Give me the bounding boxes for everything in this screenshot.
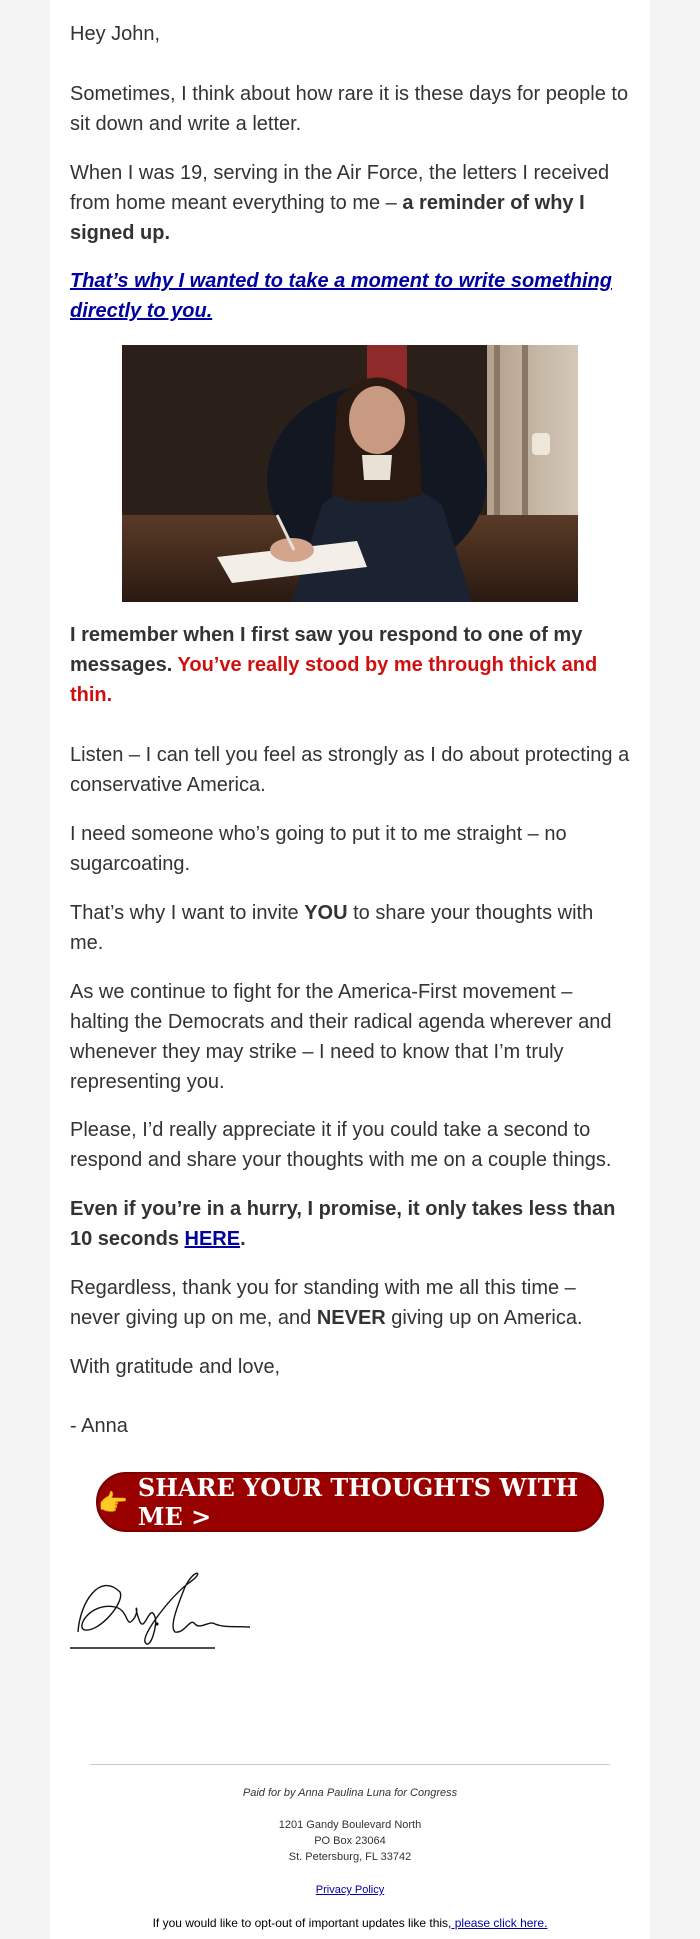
paragraph-link: [70, 266, 630, 326]
privacy-policy-link[interactable]: Privacy Policy: [315, 1884, 385, 1896]
paragraph-letter-rare: Sometimes, I think about how rare it is these days for people to sit down and write a letter.: [70, 83, 629, 135]
address-line-3: St. Petersburg, FL 33742: [288, 1851, 412, 1863]
paragraph-straight: I need someone who’s going to put it to me straight – no sugarcoating.: [70, 823, 567, 875]
sign-off: - Anna: [70, 1415, 128, 1437]
paragraph-respond-bold: I remember when I first saw you respond to one of my messages.: [70, 624, 583, 676]
paragraph-please: Please, I’d really appreciate it if you could take a second to respond and share your thoughts with me on a couple things.: [70, 1119, 612, 1171]
paragraph-hurry: [70, 1194, 630, 1254]
email-card: [50, 0, 650, 1939]
paragraph-thank-you-b: giving up on America.: [385, 1307, 583, 1329]
paid-for-disclaimer: Paid for by Anna Paulina Luna for Congress: [242, 1787, 458, 1799]
address-line-1: 1201 Gandy Boulevard North: [278, 1819, 422, 1831]
paragraph-listen: Listen – I can tell you feel as strongly as I do about protecting a conservative America.: [70, 744, 630, 796]
paragraph-invite: [70, 898, 630, 958]
writing-photo: [122, 345, 578, 602]
paragraph-invite-b: to share your thoughts with me.: [70, 902, 594, 954]
paragraph-thank-you-a: Regardless, thank you for standing with me all this time – never giving up on me, and: [70, 1277, 576, 1329]
paragraph-fight: As we continue to fight for the America-First movement – halting the Democrats and their radical agenda wherever and whenever they may strike – I need to know that I’m truly representing you.: [70, 981, 612, 1093]
paragraph-hurry-bold: Even if you’re in a hurry, I promise, it only takes less than 10 seconds: [70, 1198, 616, 1250]
paragraph-thank-you-never: NEVER: [316, 1307, 386, 1329]
handwritten-signature: [70, 1562, 252, 1654]
paragraph-air-force-text: When I was 19, serving in the Air Force, the letters I received from home meant everything to me –: [70, 162, 610, 214]
here-link[interactable]: HERE: [184, 1228, 241, 1250]
paragraph-air-force-bold: a reminder of why I signed up.: [70, 192, 585, 244]
paragraph-air-force: [70, 158, 630, 248]
pointing-hand-icon: 👉: [98, 1487, 128, 1517]
paragraph-respond: [70, 620, 630, 710]
mailing-address: [50, 1817, 650, 1865]
paragraph-thank-you: [70, 1273, 630, 1333]
opt-out: [50, 1915, 650, 1931]
paragraph-invite-a: That’s why I want to invite: [70, 902, 305, 924]
opt-out-text: If you would like to opt-out of important updates like this,: [152, 1916, 452, 1930]
footer-divider: [90, 1764, 610, 1765]
writing-photo-illustration: [122, 345, 578, 602]
address-line-2: PO Box 23064: [314, 1835, 386, 1847]
write-to-you-link[interactable]: That’s why I wanted to take a moment to write something directly to you.: [70, 270, 612, 322]
share-thoughts-button[interactable]: [96, 1472, 604, 1532]
opt-out-link[interactable]: please click here.: [451, 1916, 548, 1930]
share-thoughts-label: SHARE YOUR THOUGHTS WITH ME >: [137, 1473, 579, 1531]
paragraph-respond-red: You’ve really stood by me through thick and thin.: [70, 654, 598, 706]
closing: With gratitude and love,: [70, 1356, 281, 1378]
greeting: Hey John,: [70, 23, 161, 45]
paragraph-invite-you: YOU: [304, 902, 348, 924]
paragraph-hurry-end: .: [240, 1228, 246, 1250]
